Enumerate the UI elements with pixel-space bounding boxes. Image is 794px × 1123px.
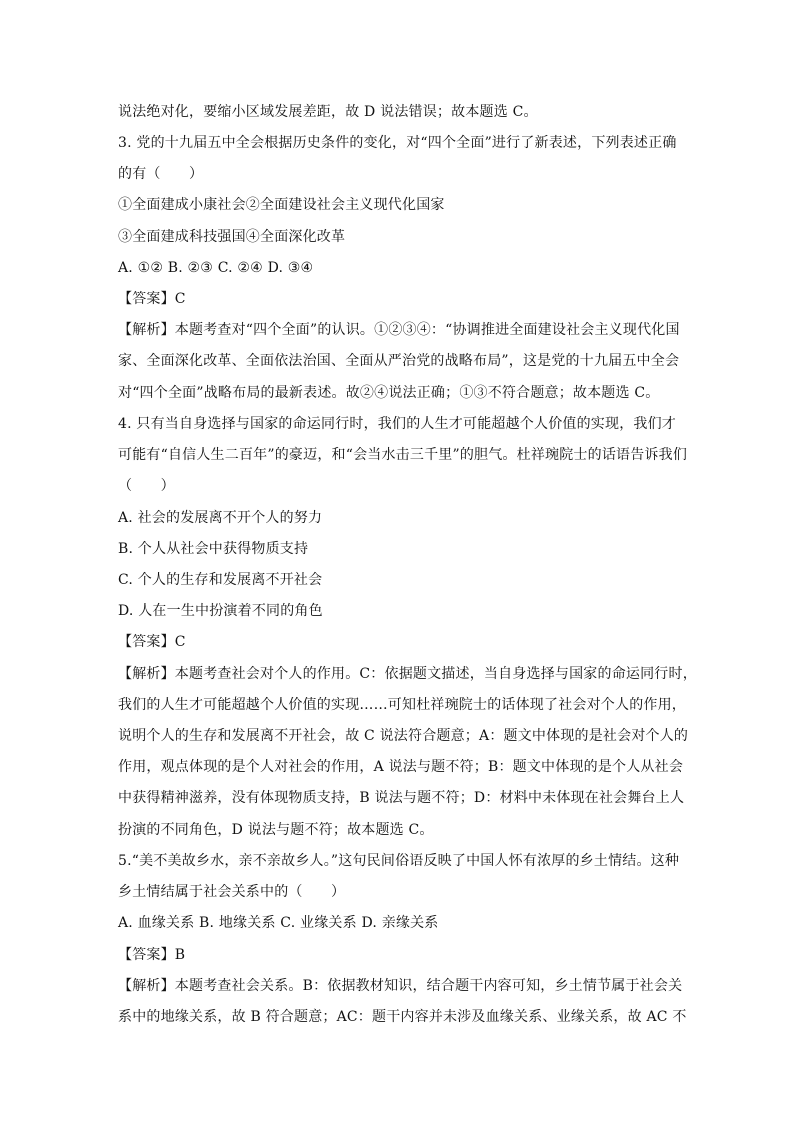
- question-3-options: A. ①② B. ②③ C. ②④ D. ③④: [118, 260, 314, 276]
- question-4-stem: 可能有“自信人生二百年”的豪迈，和“会当水击三千里”的胆气。杜祥琬院士的话语告诉我们: [118, 447, 688, 463]
- question-4-option-b: B. 个人从社会中获得物质支持: [118, 541, 309, 557]
- question-4-option-c: C. 个人的生存和发展离不开社会: [118, 572, 323, 588]
- text-line: 说法绝对化，要缩小区域发展差距，故 D 说法错误；故本题选 C。: [118, 104, 538, 120]
- question-4-analysis: 我们的人生才可能超越个人价值的实现……可知杜祥琬院士的话体现了社会对个人的作用，: [118, 697, 686, 713]
- question-3-answer: 【答案】C: [118, 291, 186, 307]
- question-4-analysis: 【解析】本题考查社会对个人的作用。C：依据题文描述，当自身选择与国家的命运同行时，: [118, 666, 697, 682]
- question-3-stem: 3. 党的十九届五中全会根据历史条件的变化，对“四个全面”进行了新表述，下列表述正确: [118, 135, 677, 151]
- question-4-stem: 4. 只有当自身选择与国家的命运同行时，我们的人生才可能超越个人价值的实现，我们才: [118, 416, 677, 432]
- question-3-statement: ③全面建成科技强国④全面深化改革: [118, 229, 346, 245]
- question-4-analysis: 中获得精神滋养，没有体现物质支持，B 说法与题不符；D：材料中未体现在社会舞台上人: [118, 790, 685, 806]
- question-3-analysis: 【解析】本题考查对“四个全面”的认识。①②③④：“协调推进全面建设社会主义现代化国: [118, 322, 680, 338]
- question-4-analysis: 扮演的不同角色，D 说法与题不符；故本题选 C。: [118, 822, 434, 838]
- question-3-statement: ①全面建成小康社会②全面建设社会主义现代化国家: [118, 197, 445, 213]
- question-5-answer: 【答案】B: [118, 947, 186, 963]
- question-5-analysis: 系中的地缘关系，故 B 符合题意；AC：题干内容并未涉及血缘关系、业缘关系，故 AC 不: [118, 1009, 687, 1025]
- question-4-option-d: D. 人在一生中扮演着不同的角色: [118, 603, 323, 619]
- question-4-analysis: 作用，观点体现的是个人对社会的作用，A 说法与题不符；B：题文中体现的是个人从社会: [118, 759, 684, 775]
- question-5-options: A. 血缘关系 B. 地缘关系 C. 业缘关系 D. 亲缘关系: [118, 915, 439, 931]
- question-4-stem: （ ）: [118, 478, 175, 494]
- question-3-analysis: 对“四个全面”战略布局的最新表述。故②④说法正确；①③不符合题意；故本题选 C。: [118, 385, 660, 401]
- question-4-analysis: 说明个人的生存和发展离不开社会，故 C 说法符合题意；A：题文中体现的是社会对个人的: [118, 728, 689, 744]
- question-5-analysis: 【解析】本题考查社会关系。B：依据教材知识，结合题干内容可知，乡土情节属于社会关: [118, 978, 683, 994]
- question-5-stem: 乡土情结属于社会关系中的（ ）: [118, 884, 346, 900]
- question-5-stem: 5.“美不美故乡水，亲不亲故乡人。”这句民间俗语反映了中国人怀有浓厚的乡土情结。这种: [118, 853, 680, 869]
- question-4-option-a: A. 社会的发展离不开个人的努力: [118, 510, 323, 526]
- question-3-analysis: 家、全面深化改革、全面依法治国、全面从严治党的战略布局”，这是党的十九届五中全会: [118, 353, 680, 369]
- question-4-answer: 【答案】C: [118, 634, 186, 650]
- question-3-stem: 的有（ ）: [118, 166, 204, 182]
